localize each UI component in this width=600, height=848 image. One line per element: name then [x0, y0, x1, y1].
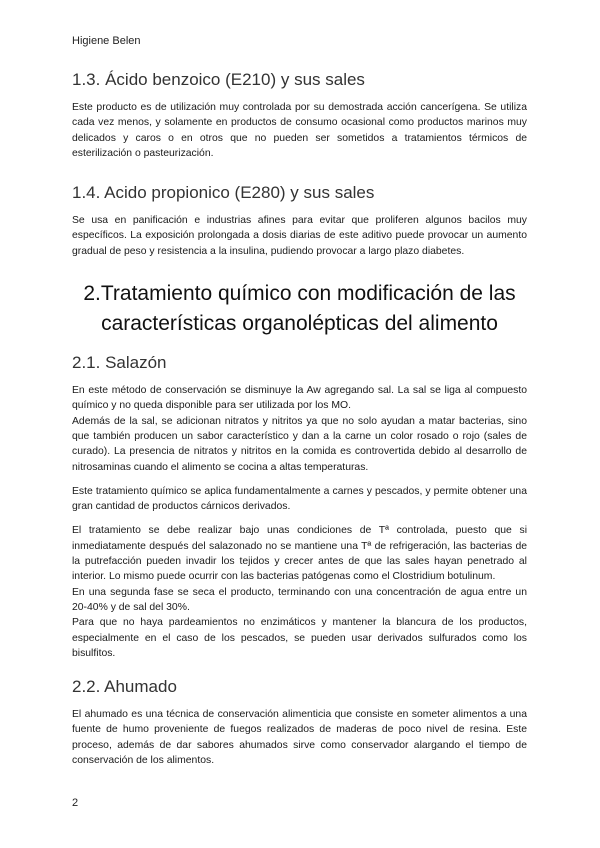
section-heading-1-3: 1.3. Ácido benzoico (E210) y sus sales — [72, 70, 365, 89]
page-content — [72, 68, 527, 768]
section-paragraph: En este método de conservación se disminuye la Aw agregando sal. La sal se liga al compuesto químico y no queda disponible para ser utilizada por los MO. — [72, 385, 527, 412]
page-number: 2 — [72, 797, 79, 809]
section-paragraph: En una segunda fase se seca el producto, terminando con una concentración de agua entre un 20-40% y de sal del 30%. — [72, 586, 527, 613]
section-paragraph: Este tratamiento químico se aplica fundamentalmente a carnes y pescados, y permite obtener una gran cantidad de productos cárnicos derivados. — [72, 485, 527, 513]
section-paragraph: El tratamiento se debe realizar bajo unas condiciones de Tª controlada, puesto que si inmediatamente después del salazonado no se mantiene una Tª de refrigeración, las bacterias de la putrefacción pueden invadir los tejidos y crecer antes de que las sales hayan penetrado al interior. Lo mismo puede ocurrir con las bacterias patógenas como el Clostridium botulinum. — [72, 525, 527, 583]
section-paragraph: Además de la sal, se adicionan nitratos y nitritos ya que no solo ayudan a matar bacterias, sino que también producen un sabor característico y dan a la carne un color rosado o rojo (sales de curado). La presencia de nitratos y nitritos en la comida es controvertida debido al desarrollo de nitrosaminas cuando el alimento se cocina a altas temperaturas. — [72, 415, 527, 473]
section-paragraph: Se usa en panificación e industrias afines para evitar que proliferen algunos bacilos muy específicos. La exposición prolongada a dosis diarias de este aditivo puede provocar un aumento gradual de peso y resistencia a la insulina, pudiendo provocar a largo plazo diabetes. — [72, 215, 527, 257]
section-paragraph: Este producto es de utilización muy controlada por su demostrada acción cancerígena. Se utiliza cada vez menos, y solamente en productos de consumo ocasional como productos marinos muy delicados y caros o en otros que no pueden ser sometidos a tratamientos térmicos de esterilización o pasteurización. — [72, 102, 527, 159]
section-paragraph: Para que no haya pardeamientos no enzimáticos y mantener la blancura de los productos, especialmente en el caso de los pescados, se pueden usar derivados sulfurados como los bisulfitos. — [72, 617, 527, 659]
section-paragraph: El ahumado es una técnica de conservación alimenticia que consiste en someter alimentos a una fuente de humo proveniente de fuegos realizados de maderas de poco nivel de resina. Este proceso, además de dar sabores ahumados sirve como conservador alargando el tiempo de conservación de los alimentos. — [72, 709, 527, 767]
section-heading-2-2: 2.2. Ahumado — [72, 677, 177, 697]
section-heading-1-4: 1.4. Acido propionico (E280) y sus sales — [72, 183, 375, 203]
section-heading-2-1: 2.1. Salazón — [72, 353, 167, 373]
chapter-heading-2: 2.Tratamiento químico con modificación de las características organolépticas del alimento — [83, 282, 516, 336]
running-header: Higiene Belen — [72, 35, 141, 47]
